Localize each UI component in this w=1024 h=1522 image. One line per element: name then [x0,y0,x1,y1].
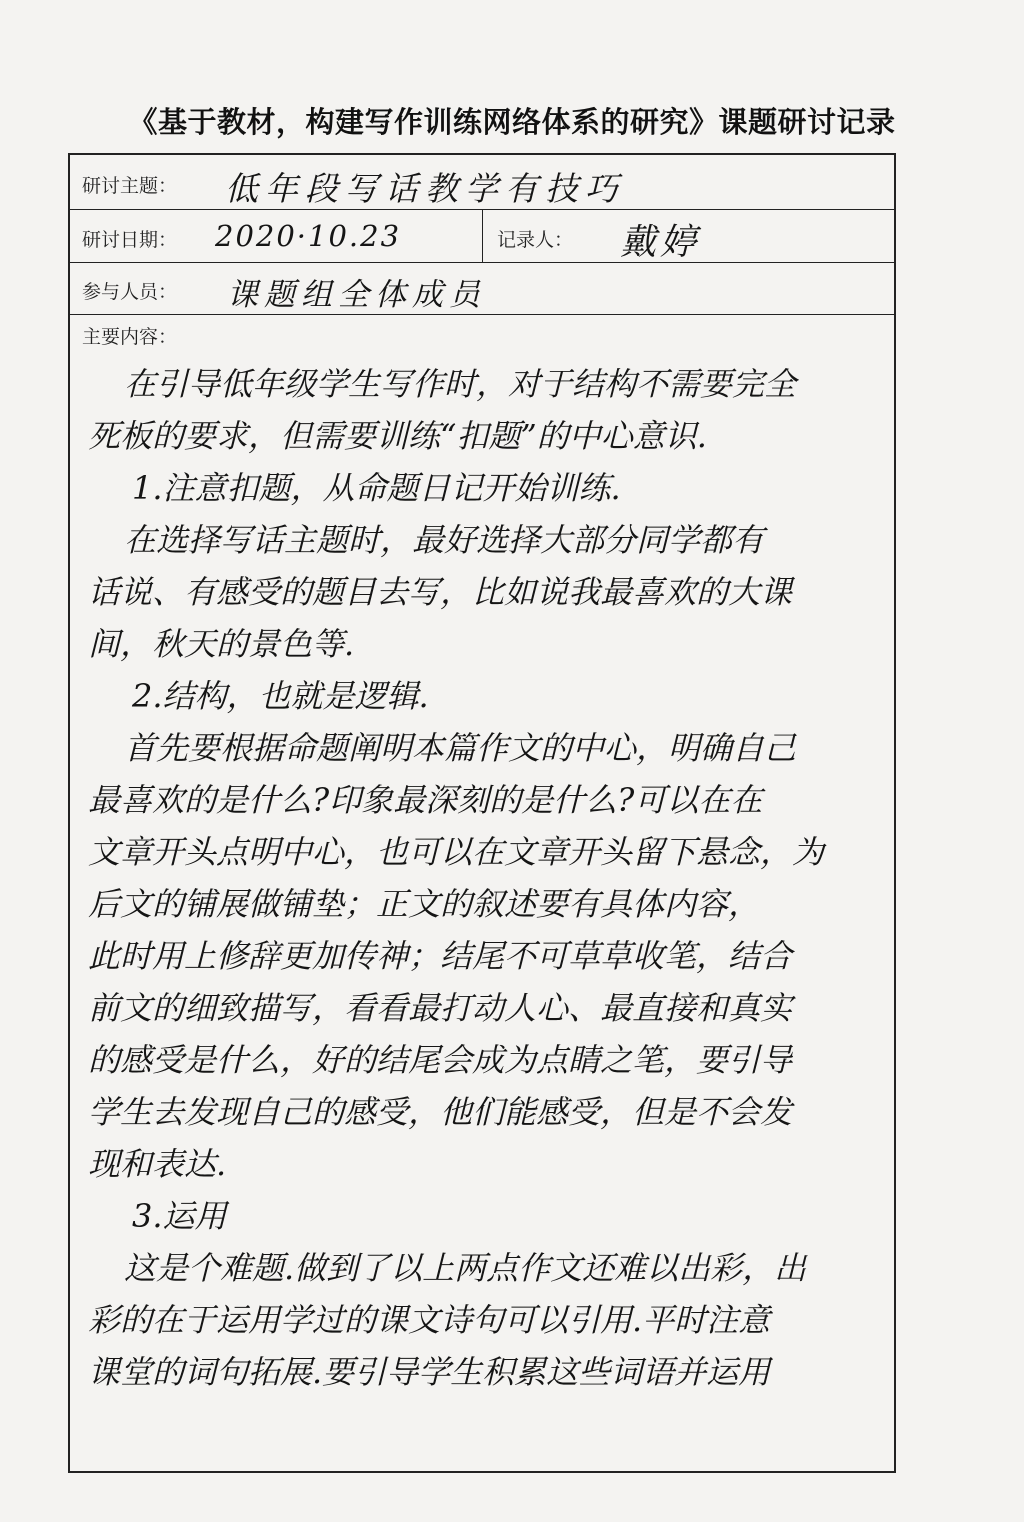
content-line: 此时用上修辞更加传神；结尾不可草草收笔，结合 [88,937,793,975]
topic-row [70,155,894,210]
date-label: 研讨日期： [82,229,178,251]
content-line: 在选择写话主题时，最好选择大部分同学都有 [124,521,765,559]
content-line: 间，秋天的景色等. [88,625,355,663]
content-line: 课堂的词句拓展.要引导学生积累这些词语并运用 [88,1353,771,1391]
content-line: 文章开头点明中心，也可以在文章开头留下悬念，为 [88,833,825,871]
date-row [70,210,894,263]
content-heading: 1.注意扣题，从命题日记开始训练. [132,469,621,507]
date-value: 2020·10.23 [215,219,402,253]
content-heading: 2.结构，也就是逻辑. [132,677,429,715]
content-line: 的感受是什么，好的结尾会成为点睛之笔，要引导 [88,1041,793,1079]
record-form [68,153,896,1473]
participants-label: 参与人员： [82,281,178,303]
content-line: 首先要根据命题阐明本篇作文的中心，明确自己 [124,729,797,767]
content-label: 主要内容： [82,326,178,348]
content-line: 最喜欢的是什么?印象最深刻的是什么?可以在在 [88,781,763,819]
date-recorder-divider [482,210,483,262]
document-title: 《基于教材，构建写作训练网络体系的研究》课题研讨记录 [128,105,896,139]
content-line: 这是个难题.做到了以上两点作文还难以出彩，出 [124,1249,807,1287]
recorder-label: 记录人： [497,229,574,251]
content-line: 彩的在于运用学过的课文诗句可以引用.平时注意 [88,1301,771,1339]
content-line: 现和表达. [88,1145,227,1183]
content-line: 后文的铺展做铺垫；正文的叙述要有具体内容， [88,885,761,923]
participants-row [70,263,894,315]
content-line: 学生去发现自己的感受，他们能感受，但是不会发 [88,1093,793,1131]
content-heading: 3.运用 [132,1197,227,1235]
content-line: 死板的要求，但需要训练“扣题”的中心意识. [88,417,707,455]
topic-label: 研讨主题： [82,175,178,197]
content-line: 前文的细致描写，看看最打动人心、最直接和真实 [88,989,793,1027]
topic-value: 低年段写话教学有技巧 [225,169,625,208]
content-body [88,358,883,1398]
content-line: 话说、有感受的题目去写，比如说我最喜欢的大课 [88,573,793,611]
recorder-value: 戴婷 [620,222,701,263]
content-line: 在引导低年级学生写作时，对于结构不需要完全 [124,365,797,403]
participants-value: 课题组全体成员 [227,277,486,313]
